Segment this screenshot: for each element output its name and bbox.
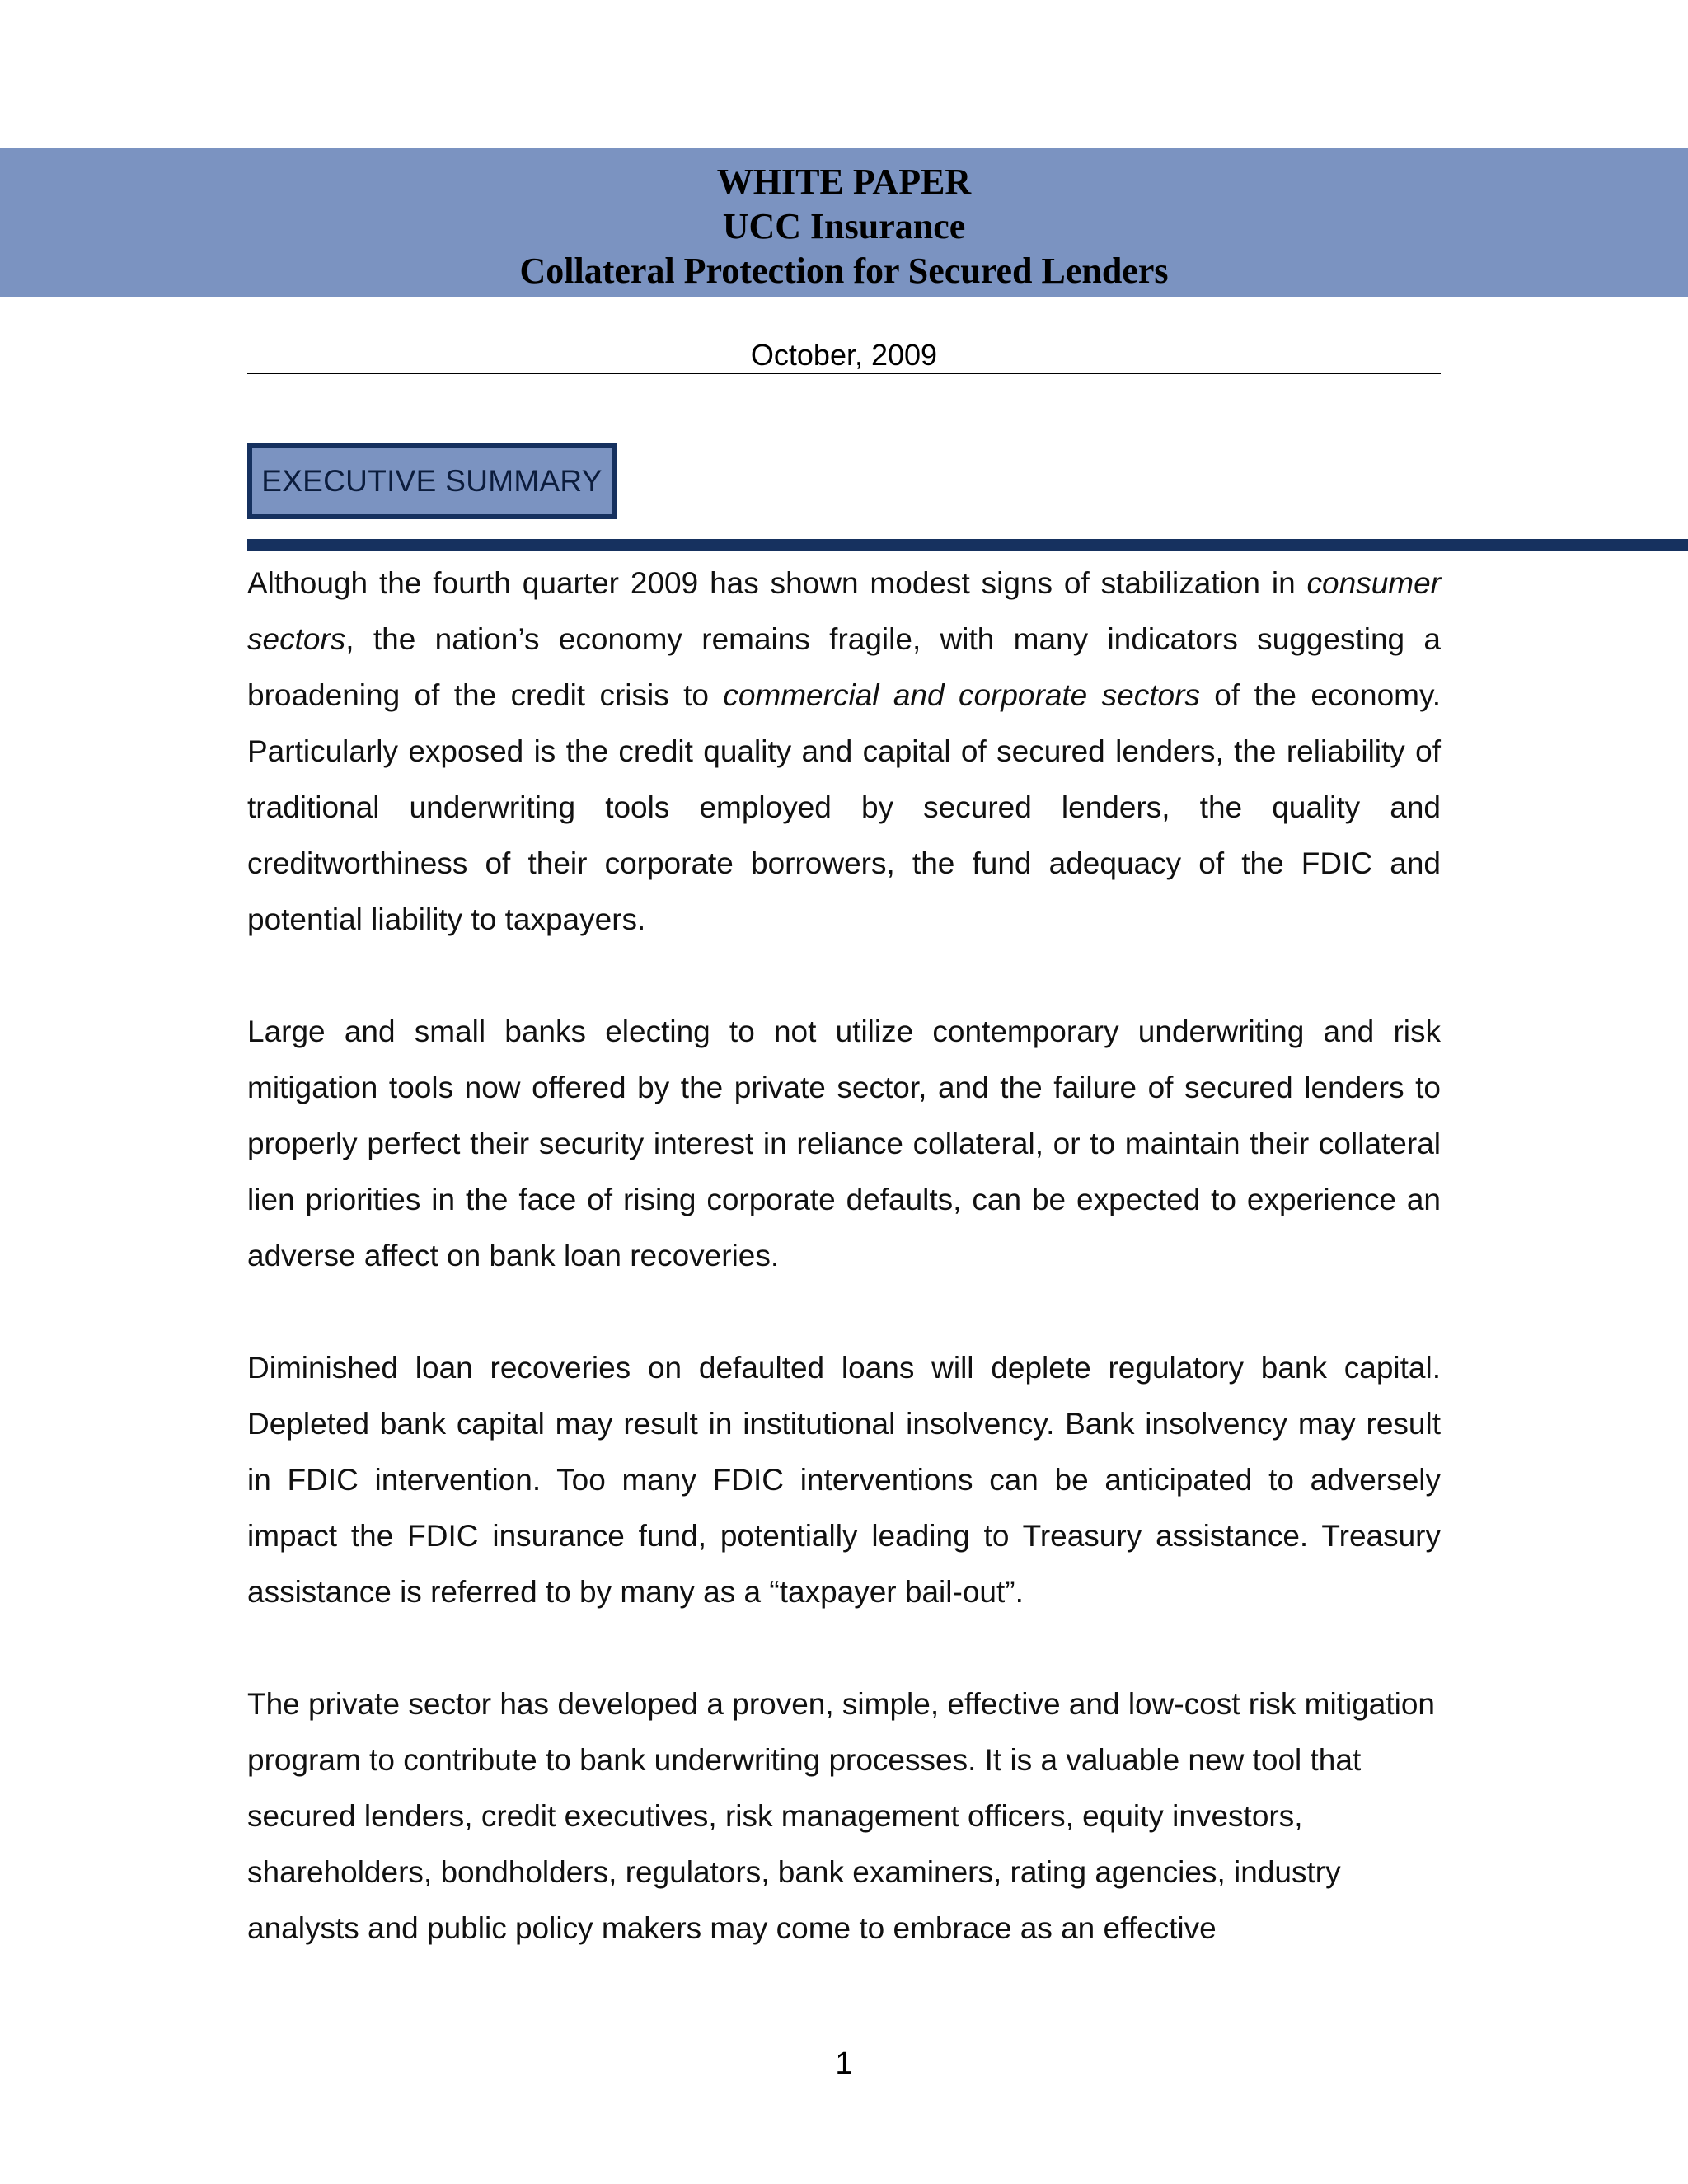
document-type-title: WHITE PAPER: [716, 162, 972, 202]
section-heading-box: [247, 443, 617, 519]
executive-summary-body: [247, 555, 1441, 1957]
section-heading: EXECUTIVE SUMMARY: [261, 464, 603, 498]
date-line: [247, 338, 1441, 374]
paragraph-2: Large and small banks electing to not utilize contemporary underwriting and risk mitigation tools now offered by the private sector, and the failure of secured lenders to properly perfect their security interest in reliance collateral, or to maintain their collateral lien priorities in the face of rising corporate defaults, can be expected to experience an adverse affect on bank loan recoveries.: [247, 1015, 1441, 1272]
paragraph-1-part-a: Although the fourth quarter 2009 has shown modest signs of stabilization in: [247, 566, 1307, 600]
publication-date: October, 2009: [750, 338, 938, 372]
paragraph-1-part-e: of the economy. Particularly exposed is the credit quality and capital of secured lenders, the reliability of traditional underwriting tools employed by secured lenders, the quality and creditworthiness of their corporate borrowers, the fund adequacy of the FDIC and potential liability to taxpayers.: [247, 678, 1441, 936]
document-subject-title: UCC Insurance: [722, 206, 966, 246]
title-band: [0, 148, 1688, 297]
page-number: 1: [835, 2046, 853, 2081]
paragraph-1: [247, 555, 1441, 948]
paragraph-1-emphasis-commercial: commercial and corporate sectors: [723, 678, 1200, 712]
paragraph-1-part-c: , the nation’s economy remains fragile, with many indicators suggesting a broadening of the credit crisis to: [247, 622, 1441, 712]
paragraph-1-emphasis-consumer: consumer sectors: [247, 566, 1441, 656]
section-divider: [247, 539, 1688, 551]
document-subtitle: Collateral Protection for Secured Lenders: [519, 251, 1169, 291]
paragraph-4: The private sector has developed a proven, simple, effective and low-cost risk mitigation program to contribute to bank underwriting processes. It is a valuable new tool that secured lenders, credit executives, risk management officers, equity investors, shareholders, bondholders, regulators, bank examiners, rating agencies, industry analysts and public policy makers may come to embrace as an effective: [247, 1687, 1435, 1945]
paragraph-3: Diminished loan recoveries on defaulted loans will deplete regulatory bank capital. Depleted bank capital may result in institutional insolvency. Bank insolvency may result in FDIC intervention. Too many FDIC interventions can be anticipated to adversely impact the FDIC insurance fund, potentially leading to Treasury assistance. Treasury assistance is referred to by many as a “taxpayer bail-out”.: [247, 1351, 1441, 1609]
